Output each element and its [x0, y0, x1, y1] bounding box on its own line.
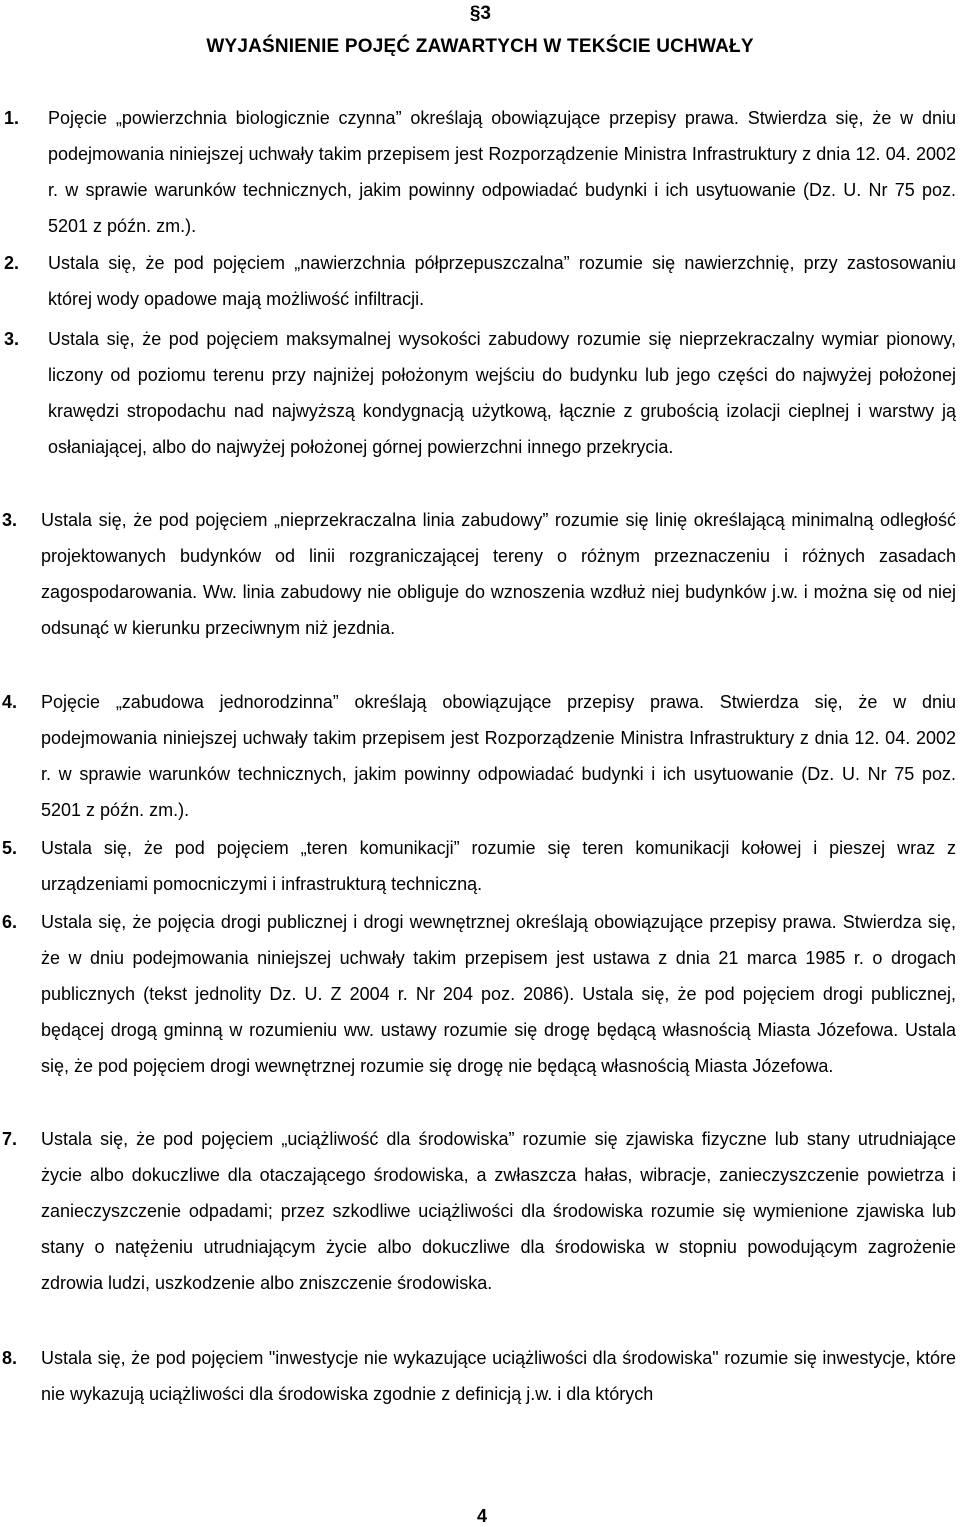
- item-text: Ustala się, że pod pojęciem maksymalnej wysokości zabudowy rozumie się nieprzekraczalny wymiar pionowy, liczony od poziomu terenu przy najniżej położonym wejściu do budynku lub jego części do najwyżej położonej krawędzi stropodachu nad najwyższą kondygnacją użytkową, łącznie z grubością izolacji cieplnej i warstwy ją osłaniającej, albo do najwyżej położonej górnej powierzchni innego przekrycia.: [48, 329, 956, 457]
- item-number: 1.: [4, 108, 20, 128]
- item-number: 3.: [4, 329, 20, 349]
- item-text: Ustala się, że pod pojęciem "inwestycje nie wykazujące uciążliwości dla środowiska" rozumie się inwestycje, które nie wykazują uciążliwości dla środowiska zgodnie z definicją j.w. i dla których: [41, 1348, 956, 1404]
- section-mark: §3: [469, 3, 491, 24]
- item-number: 4.: [2, 692, 18, 712]
- item-number: 5.: [2, 838, 18, 858]
- item-number: 7.: [2, 1129, 18, 1149]
- item-number: 8.: [2, 1348, 18, 1368]
- item-number: 2.: [4, 253, 20, 273]
- item-text: Ustala się, że pod pojęciem „uciążliwość dla środowiska” rozumie się zjawiska fizyczne lub stany utrudniające życie albo dokuczliwe dla otaczającego środowiska, a zwłaszcza hałas, wibracje, zanieczyszczenie powietrza i zanieczyszczenie odpadami; przez szkodliwe uciążliwości dla środowiska rozumie się wymienione zjawiska lub stany o natężeniu utrudniającym życie albo dokuczliwe dla środowiska w stopniu powodującym zagrożenie zdrowia ludzi, uszkodzenie albo zniszczenie środowiska.: [41, 1129, 956, 1293]
- page-title: WYJAŚNIENIE POJĘĆ ZAWARTYCH W TEKŚCIE UCHWAŁY: [206, 36, 754, 57]
- item-text: Pojęcie „zabudowa jednorodzinna” określają obowiązujące przepisy prawa. Stwierdza się, że w dniu podejmowania niniejszej uchwały takim przepisem jest Rozporządzenie Ministra Infrastruktury z dnia 12. 04. 2002 r. w sprawie warunków technicznych, jakim powinny odpowiadać budynki i ich usytuowanie (Dz. U. Nr 75 poz. 5201 z późn. zm.).: [41, 692, 956, 820]
- item-text: Ustala się, że pod pojęciem „nieprzekraczalna linia zabudowy” rozumie się linię określającą minimalną odległość projektowanych budynków od linii rozgraniczającej tereny o różnym przeznaczeniu i różnych zasadach zagospodarowania. Ww. linia zabudowy nie obliguje do wznoszenia wzdłuż niej budynków j.w. i można się od niej odsunąć w kierunku przeciwnym niż jezdnia.: [41, 510, 956, 638]
- item-number: 6.: [2, 912, 18, 932]
- item-text: Pojęcie „powierzchnia biologicznie czynna” określają obowiązujące przepisy prawa. Stwierdza się, że w dniu podejmowania niniejszej uchwały takim przepisem jest Rozporządzenie Ministra Infrastruktury z dnia 12. 04. 2002 r. w sprawie warunków technicznych, jakim powinny odpowiadać budynki i ich usytuowanie (Dz. U. Nr 75 poz. 5201 z późn. zm.).: [48, 108, 956, 236]
- page-number: 4: [476, 1506, 487, 1526]
- item-text: Ustala się, że pod pojęciem „teren komunikacji” rozumie się teren komunikacji kołowej i pieszej wraz z urządzeniami pomocniczymi i infrastrukturą techniczną.: [41, 838, 956, 894]
- item-number: 3.: [2, 510, 18, 530]
- item-text: Ustala się, że pojęcia drogi publicznej i drogi wewnętrznej określają obowiązujące przepisy prawa. Stwierdza się, że w dniu podejmowania niniejszej uchwały takim przepisem jest ustawa z dnia 21 marca 1985 r. o drogach publicznych (tekst jednolity Dz. U. Z 2004 r. Nr 204 poz. 2086). Ustala się, że pod pojęciem drogi publicznej, będącej drogą gminną w rozumieniu ww. ustawy rozumie się drogę będącą własnością Miasta Józefowa. Ustala się, że pod pojęciem drogi wewnętrznej rozumie się drogę nie będącą własnością Miasta Józefowa.: [41, 912, 956, 1076]
- item-text: Ustala się, że pod pojęciem „nawierzchnia półprzepuszczalna” rozumie się nawierzchnię, przy zastosowaniu której wody opadowe mają możliwość infiltracji.: [48, 253, 956, 309]
